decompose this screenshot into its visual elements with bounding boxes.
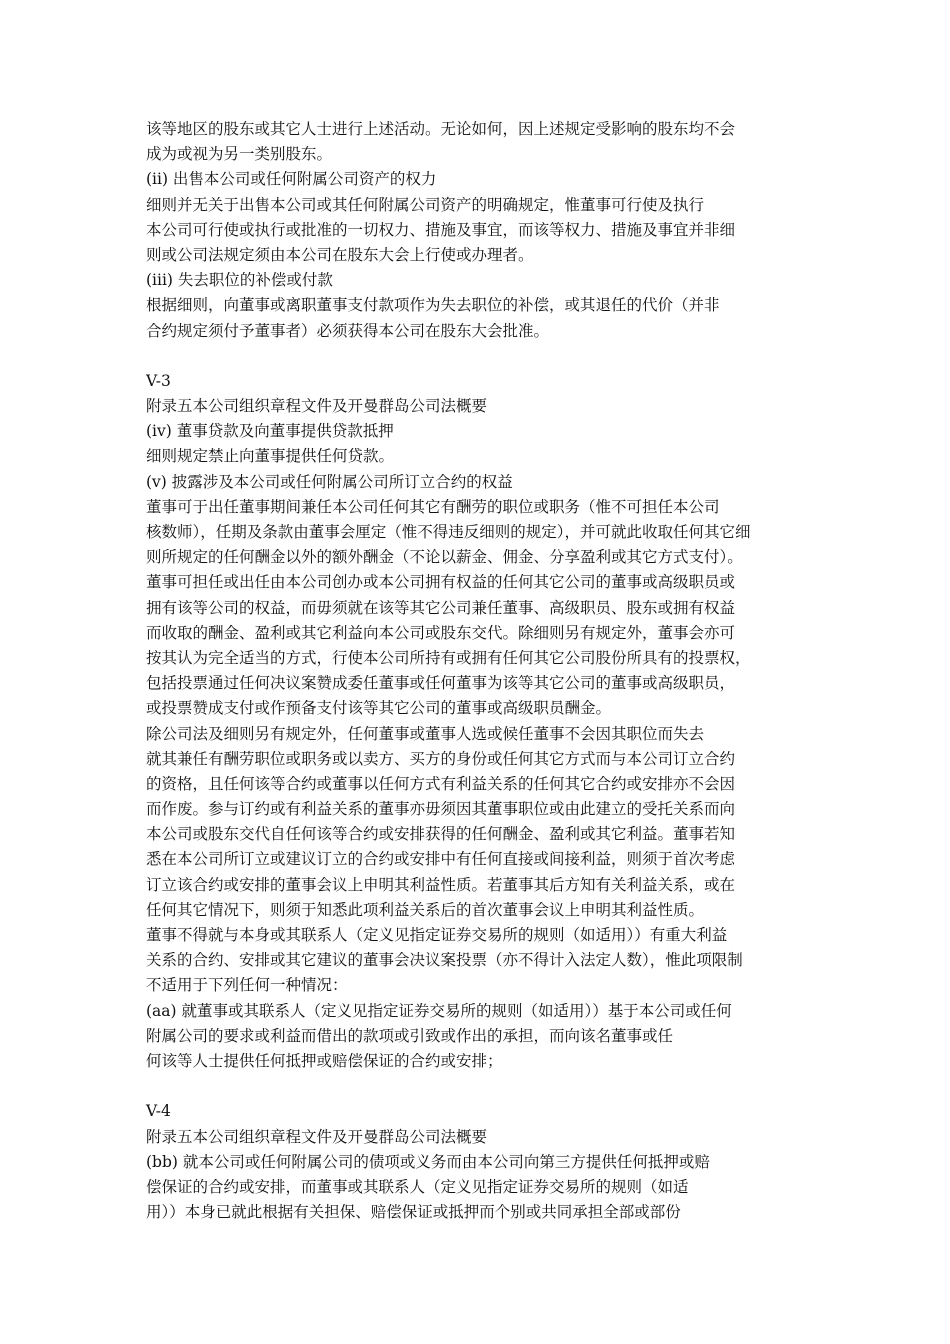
text-line: 悉在本公司所订立或建议订立的合约或安排中有任何直接或间接利益，则须于首次考虑 (146, 850, 736, 869)
text-line: 根据细则，向董事或离职董事支付款项作为失去职位的补偿，或其退任的代价（并非 (146, 296, 720, 315)
text-line: 则所规定的任何酬金以外的额外酬金（不论以薪金、佣金、分享盈利或其它方式支付）。 (146, 548, 743, 567)
text-line: 而作废。参与订约或有利益关系的董事亦毋须因其董事职位或由此建立的受托关系而向 (146, 800, 736, 819)
text-line: 核数师），任期及条款由董事会厘定（惟不得违反细则的规定），并可就此收取任何其它细 (146, 523, 751, 541)
text-line: 不适用于下列任何一种情况： (146, 976, 348, 995)
text-line: 包括投票通过任何决议案赞成委任董事或任何董事为该等其它公司的董事或高级职员， (146, 674, 736, 693)
text-line: 董事可于出任董事期间兼任本公司任何其它有酬劳的职位或职务（惟不可担任本公司 (146, 497, 720, 516)
text-line: 订立该合约或安排的董事会议上申明其利益性质。若董事其后方知有关利益关系，或在 (146, 875, 736, 894)
text-line: 除公司法及细则另有规定外，任何董事或董事人选或候任董事不会因其职位而失去 (146, 724, 705, 743)
text-line: 董事不得就与本身或其联系人（定义见指定证券交易所的规则（如适用））有重大利益 (146, 926, 728, 944)
text-line: 成为或视为另一类别股东。 (146, 145, 333, 164)
text-line: 关系的合约、安排或其它建议的董事会决议案投票（亦不得计入法定人数），惟此项限制 (146, 951, 743, 970)
blank-line (146, 344, 826, 369)
text-line: 合约规定须付予董事者）必须获得本公司在股东大会批准。 (146, 321, 550, 340)
text-line: 就其兼任有酬劳职位或职务或以卖方、买方的身份或任何其它方式而与本公司订立合约 (146, 749, 736, 768)
text-block (146, 369, 826, 1074)
text-line: 则或公司法规定须由本公司在股东大会上行使或办理者。 (146, 245, 534, 264)
text-line: 用））本身已就此根据有关担保、赔偿保证或抵押而个别或共同承担全部或部份 (146, 1203, 681, 1222)
text-line: 任何其它情况下，则须于知悉此项利益关系后的首次董事会议上申明其利益性质。 (146, 900, 705, 919)
text-line: 偿保证的合约或安排，而董事或其联系人（定义见指定证券交易所的规则（如适 (146, 1177, 689, 1196)
text-line: 细则规定禁止向董事提供任何贷款。 (146, 447, 395, 466)
text-line: 而收取的酬金、盈利或其它利益向本公司或股东交代。除细则另有规定外，董事会亦可 (146, 623, 736, 642)
text-line: V-3 (146, 371, 171, 390)
blank-line (146, 1074, 826, 1099)
text-line: V-4 (146, 1102, 171, 1121)
text-line: 何该等人士提供任何抵押或赔偿保证的合约或安排； (146, 1051, 503, 1070)
text-line: 细则并无关于出售本公司或其任何附属公司资产的明确规定，惟董事可行使及执行 (146, 195, 705, 214)
text-line: 附录五本公司组织章程文件及开曼群岛公司法概要 (146, 1127, 488, 1146)
text-line: 附录五本公司组织章程文件及开曼群岛公司法概要 (146, 397, 488, 416)
text-line: (ii) 出售本公司或任何附属公司资产的权力 (146, 170, 437, 189)
text-block (146, 1099, 826, 1225)
text-line: (iv) 董事贷款及向董事提供贷款抵押 (146, 422, 394, 441)
text-line: 本公司或股东交代自任何该等合约或安排获得的任何酬金、盈利或其它利益。董事若知 (146, 825, 736, 844)
text-line: 的资格，且任何该等合约或董事以任何方式有利益关系的任何其它合约或安排亦不会因 (146, 774, 736, 793)
text-line: 按其认为完全适当的方式，行使本公司所持有或拥有任何其它公司股份所具有的投票权， (146, 648, 751, 667)
text-line: 或投票赞成支付或作预备支付该等其它公司的董事或高级职员酬金。 (146, 699, 612, 718)
text-line: 拥有该等公司的权益，而毋须就在该等其它公司兼任董事、高级职员、股东或拥有权益 (146, 598, 736, 617)
text-line: (iii) 失去职位的补偿或付款 (146, 271, 333, 290)
text-line: (aa) 就董事或其联系人（定义见指定证券交易所的规则（如适用））基于本公司或任何 (146, 1001, 732, 1020)
document-body (146, 117, 826, 1225)
text-line: 本公司可行使或执行或批准的一切权力、措施及事宜，而该等权力、措施及事宜并非细 (146, 220, 736, 239)
text-block (146, 117, 826, 344)
text-line: 该等地区的股东或其它人士进行上述活动。无论如何，因上述规定受影响的股东均不会 (146, 120, 736, 138)
text-line: 董事可担任或出任由本公司创办或本公司拥有权益的任何其它公司的董事或高级职员或 (146, 573, 736, 592)
text-line: 附属公司的要求或利益而借出的款项或引致或作出的承担，而向该名董事或任 (146, 1026, 674, 1045)
text-line: (v) 披露涉及本公司或任何附属公司所订立合约的权益 (146, 472, 513, 491)
text-line: (bb) 就本公司或任何附属公司的债项或义务而由本公司向第三方提供任何抵押或赔 (146, 1152, 710, 1171)
